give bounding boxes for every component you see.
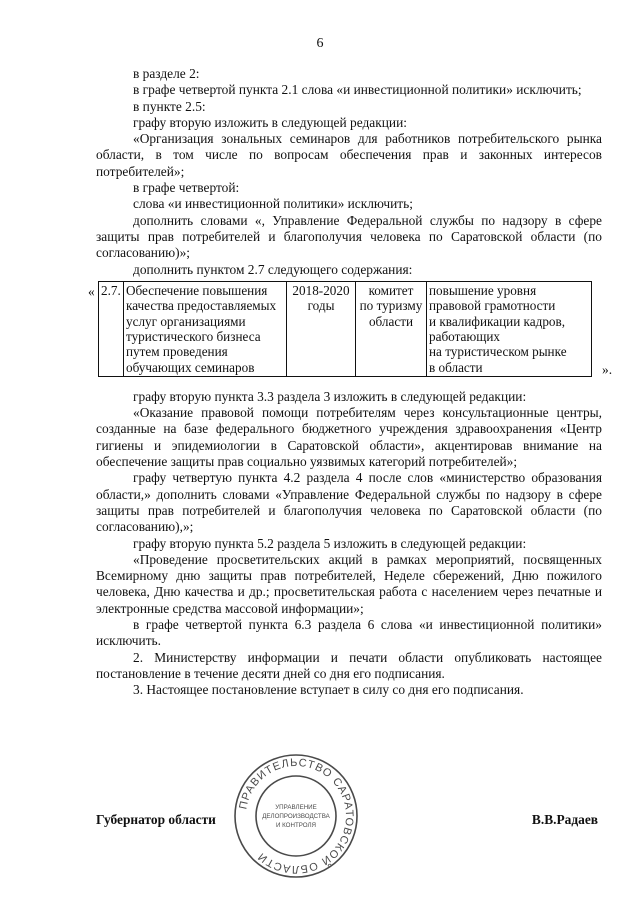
cell-line: по туризму [359,298,423,314]
cell-line: годы [307,298,335,314]
paragraph: «Оказание правовой помощи потребителям через консультационные центры, созданные на базе федерального бюджетного учреждения здравоохранения «Центр гигиены и эпидемиологии в Саратовской области», акцентировав внимание на обеспечение защиты прав социально уязвимых категорий потребителей»; [96,405,602,470]
amendments-after-table [96,389,602,699]
cell-line: работающих [429,329,501,345]
paragraph: дополнить словами «, Управление Федеральной службы по надзору в сфере защиты прав потребителей и благополучия человека по Саратовской области (по согласованию)»; [96,212,602,261]
cell-line: качества предоставляемых [126,298,277,314]
stamp-center-text [262,804,330,829]
official-stamp [232,752,360,880]
paragraph: дополнить пунктом 2.7 следующего содержания: [133,261,413,277]
paragraph: графу вторую пункта 3.3 раздела 3 изложить в следующей редакции: [133,388,527,404]
paragraph: в графе четвертой: [133,180,240,196]
amendments-before-table [96,66,602,278]
inserted-table-block [88,281,613,385]
paragraph: в графе четвертой пункта 6.3 раздела 6 слова «и инвестиционной политики» исключить. [96,617,602,649]
cell-line: Обеспечение повышения [126,282,268,298]
signature-name: В.В.Радаев [531,812,598,827]
signature-position: Губернатор области [96,812,216,827]
paragraph: «Организация зональных семинаров для работников потребительского рынка области, в том числе по вопросам обеспечения прав и законных интересов потребителей»; [96,131,602,179]
paragraph: 2. Министерству информации и печати области опубликовать настоящее постановление в течение десяти дней со дня его подписания. [96,649,602,681]
cell-executor [356,281,427,376]
svg-text:ДЕЛОПРОИЗВОДСТВА: ДЕЛОПРОИЗВОДСТВА [262,813,330,820]
inserted-item-table [98,281,592,377]
stamp-ring-text: ПРАВИТЕЛЬСТВО САРАТОВСКОЙ ОБЛАСТИ [237,756,356,876]
cell-result [427,281,592,376]
cell-line: на туристическом рынке [429,344,567,360]
paragraph: в графе четвертой пункта 2.1 слова «и инвестиционной политики» исключить; [133,82,582,98]
paragraph: графу вторую изложить в следующей редакции: [133,114,407,130]
cell-activity [124,281,287,376]
paragraph: в пункте 2.5: [133,98,206,114]
paragraph: слова «и инвестиционной политики» исключить; [133,196,413,212]
paragraph: «Проведение просветительских акций в рамках мероприятий, посвященных Всемирному дню защиты прав потребителей, Неделе сбережений, Дню пожилого человека, Дню качества и др.; просветительская работа с населением через печатные и электронные средства массовой информации»; [96,551,602,616]
cell-line: повышение уровня [429,282,537,298]
cell-line: путем проведения [126,344,228,360]
cell-period [287,281,356,376]
cell-line: и квалификации кадров, [429,313,566,329]
table-open-quote: « [88,283,95,299]
table-close-quote: ». [602,361,613,377]
paragraph: в разделе 2: [133,66,200,81]
cell-item-number: 2.7. [99,281,124,376]
cell-line: в области [429,359,483,375]
cell-line: 2018-2020 [292,282,350,298]
cell-line: области [368,313,414,329]
page-number: 6 [316,36,324,51]
cell-line: услуг организациями [126,313,246,329]
cell-line: комитет [368,282,414,298]
cell-line: туристического бизнеса [126,329,261,345]
paragraph: графу четвертую пункта 4.2 раздела 4 после слов «министерство образования области,» дополнить словами «Управление Федеральной службы по надзору в сфере защиты прав потребителей и благополучия человека по Саратовской области (по согласованию),»; [96,470,602,535]
paragraph: 3. Настоящее постановление вступает в силу со дня его подписания. [133,682,524,698]
document-body [88,66,613,699]
cell-line: правовой грамотности [429,298,556,314]
table-row [99,281,592,376]
svg-text:УПРАВЛЕНИЕ: УПРАВЛЕНИЕ [275,804,317,811]
svg-text:И КОНТРОЛЯ: И КОНТРОЛЯ [275,822,317,829]
cell-line: обучающих семинаров [126,359,255,375]
paragraph: графу вторую пункта 5.2 раздела 5 изложить в следующей редакции: [133,535,527,551]
